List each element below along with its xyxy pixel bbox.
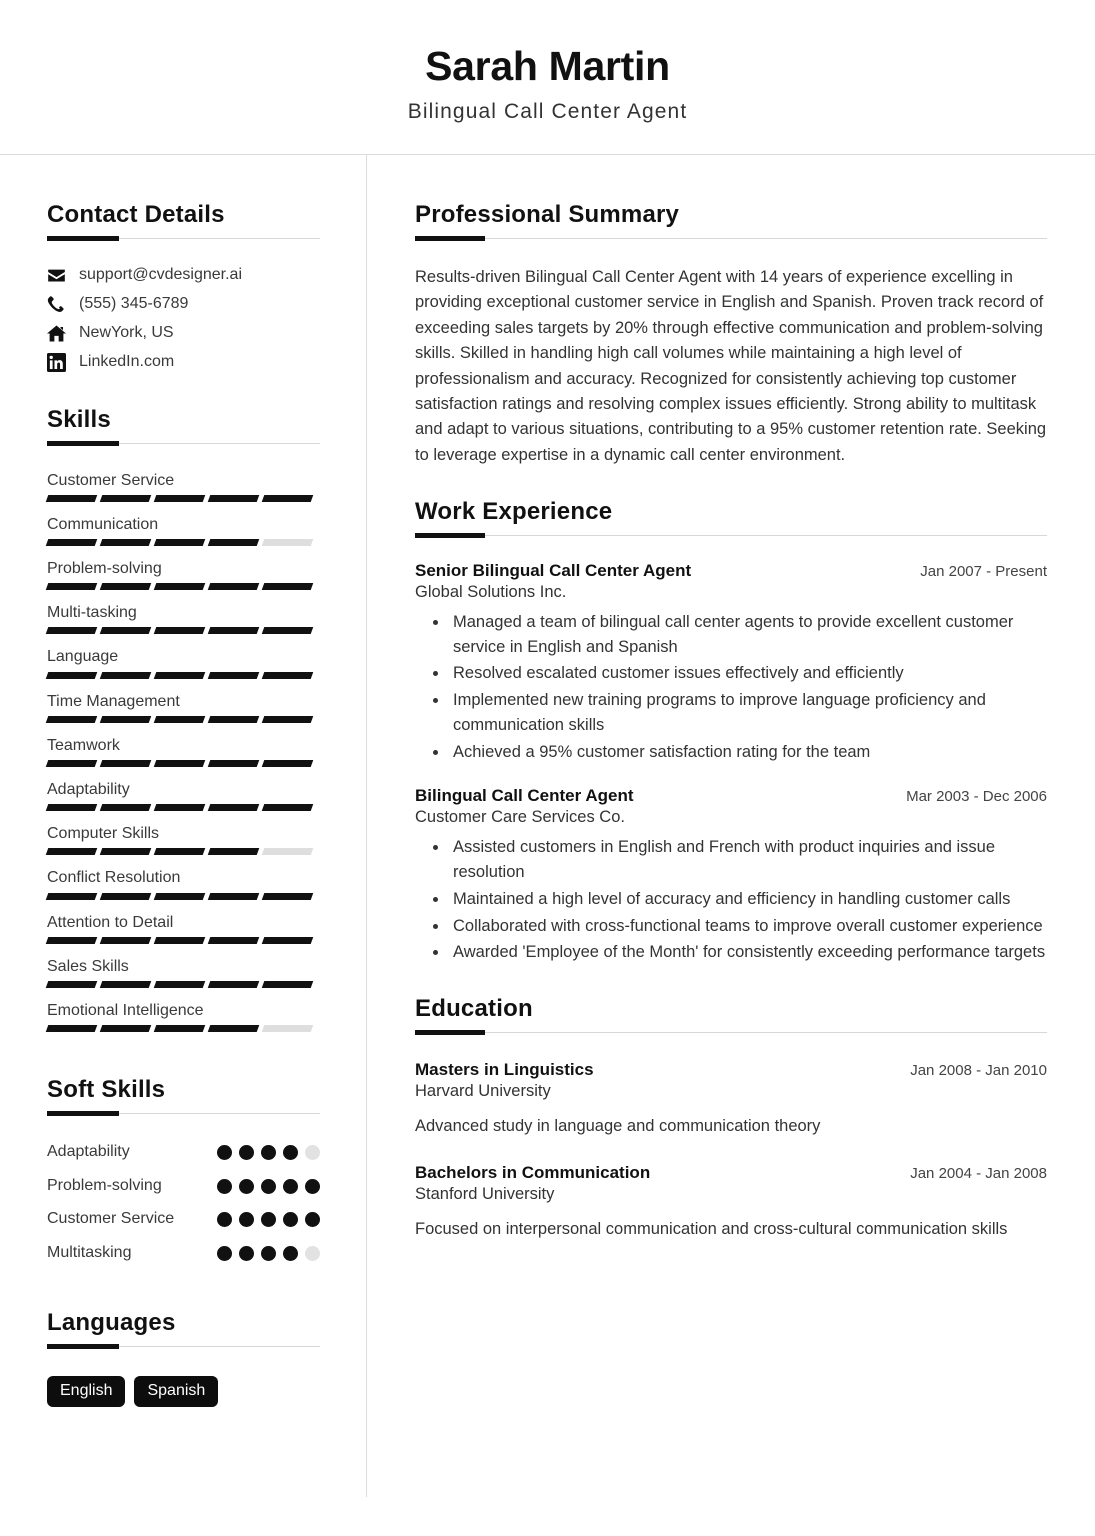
skill-bar-segment [154, 672, 206, 679]
skill-bar-segment [154, 760, 206, 767]
skill-label: Multi-tasking [47, 604, 137, 622]
rating-dot [261, 1246, 276, 1261]
skill-level-bar [47, 495, 320, 502]
skill-bar-segment [154, 495, 206, 502]
skill-label: Emotional Intelligence [47, 1001, 204, 1019]
skill-bar-segment [46, 804, 98, 811]
languages-list [47, 1376, 320, 1407]
skill-level-bar [47, 1025, 320, 1032]
experience-block [415, 498, 1047, 965]
experience-bullets [415, 610, 1047, 765]
soft-skill-label: Problem-solving [47, 1176, 162, 1194]
skill-item [47, 557, 320, 590]
contact-heading: Contact Details [47, 201, 225, 229]
soft-skill-label: Multitasking [47, 1244, 132, 1262]
skill-bar-segment [100, 893, 152, 900]
summary-text: Results-driven Bilingual Call Center Agent with 14 years of experience excelling in providing exceptional customer service in English and Spanish. Proven track record of exceeding sales targets by 20% through effective communication and problem-solving skills. Skilled in handling high call volumes while maintaining a high level of professionalism and accuracy. Recognized for consistently achieving top customer satisfaction ratings and resolving complex issues efficiently. Strong ability to multitask and adapt to various situations, contributing to a 95% customer retention rate. Seeking to leverage expertise in a dynamic call center environment. [415, 267, 1047, 464]
skill-bar-segment [100, 672, 152, 679]
skill-bar-segment [100, 848, 152, 855]
education-entry [415, 1163, 1047, 1242]
skill-bar-segment [100, 716, 152, 723]
rating-dot [283, 1145, 298, 1160]
skill-label: Problem-solving [47, 560, 162, 578]
soft-skills-section [47, 1076, 320, 1117]
experience-date: Jan 2007 - Present [920, 562, 1047, 580]
experience-section [415, 498, 1047, 539]
skills-section [47, 406, 320, 447]
skill-bar-segment [46, 937, 98, 944]
experience-bullet: • Achieved a 95% customer satisfaction rating for the team [449, 740, 1047, 765]
skills-heading-rule [47, 441, 320, 447]
contact-heading-rule [47, 236, 320, 242]
skill-item [47, 601, 320, 634]
experience-bullet: • Resolved escalated customer issues effectively and efficiently [449, 661, 1047, 686]
skill-label: Time Management [47, 692, 180, 710]
skill-level-bar [47, 937, 320, 944]
rating-dot [305, 1212, 320, 1227]
contact-section [47, 201, 320, 242]
experience-organization: Customer Care Services Co. [415, 808, 625, 827]
skill-bar-segment [46, 672, 98, 679]
experience-bullet: • Maintained a high level of accuracy and efficiency in handling customer calls [449, 887, 1047, 912]
experience-entry-header [415, 786, 1047, 806]
rating-dot [239, 1145, 254, 1160]
rating-dot [261, 1179, 276, 1194]
soft-skill-rating [217, 1175, 320, 1194]
skill-level-bar [47, 760, 320, 767]
experience-bullet: • Implemented new training programs to improve language proficiency and communication skills [449, 688, 1047, 738]
language-tag[interactable]: English [47, 1376, 125, 1407]
skill-label: Language [47, 648, 119, 666]
soft-skills-list [47, 1141, 320, 1265]
languages-heading-rule [47, 1344, 320, 1350]
skill-bar-segment [46, 495, 98, 502]
skill-bar-segment [100, 760, 152, 767]
skill-bar-segment [46, 760, 98, 767]
skill-bar-segment [262, 583, 314, 590]
skill-level-bar [47, 981, 320, 988]
experience-bullet: • Managed a team of bilingual call center agents to provide excellent customer service in English and Spanish [449, 610, 1047, 660]
contact-item-phone[interactable] [47, 295, 320, 314]
soft-skill-label: Adaptability [47, 1142, 130, 1160]
skills-list [47, 469, 320, 1032]
education-school: Harvard University [415, 1081, 551, 1100]
skill-label: Sales Skills [47, 957, 129, 975]
experience-role: Senior Bilingual Call Center Agent [415, 560, 692, 580]
linkedin-icon [47, 353, 66, 372]
skill-bar-segment [46, 981, 98, 988]
soft-skill-row [47, 1208, 320, 1231]
skill-level-bar [47, 627, 320, 634]
skill-bar-segment [100, 937, 152, 944]
experience-organization: Global Solutions Inc. [415, 582, 567, 601]
skill-bar-segment [154, 804, 206, 811]
soft-skill-rating [217, 1242, 320, 1261]
skill-bar-segment [262, 804, 314, 811]
skill-bar-segment [154, 981, 206, 988]
contact-item-email[interactable] [47, 266, 320, 285]
skill-label: Teamwork [47, 736, 120, 754]
skill-bar-segment [262, 495, 314, 502]
candidate-job-title: Bilingual Call Center Agent [407, 100, 688, 124]
skill-bar-segment [208, 495, 260, 502]
skill-item [47, 778, 320, 811]
education-description: Focused on interpersonal communication and cross-cultural communication skills [415, 1219, 1008, 1238]
rating-dot [305, 1246, 320, 1261]
skill-bar-segment [208, 1025, 260, 1032]
skill-label: Customer Service [47, 471, 175, 489]
summary-block [415, 201, 1047, 468]
education-description: Advanced study in language and communication theory [415, 1116, 821, 1135]
skill-label: Attention to Detail [47, 913, 174, 931]
resume-header [0, 0, 1095, 154]
skill-bar-segment [46, 893, 98, 900]
summary-section [415, 201, 1047, 242]
experience-bullets [415, 835, 1047, 965]
skill-bar-segment [208, 804, 260, 811]
skill-bar-segment [208, 583, 260, 590]
skill-bar-segment [46, 627, 98, 634]
soft-skill-label: Customer Service [47, 1210, 175, 1228]
skill-bar-segment [208, 627, 260, 634]
rating-dot [305, 1179, 320, 1194]
contact-value-phone: (555) 345-6789 [79, 295, 189, 313]
home-icon [47, 324, 66, 343]
soft-skills-heading-rule [47, 1111, 320, 1117]
experience-date: Mar 2003 - Dec 2006 [906, 788, 1047, 806]
skill-bar-segment [154, 937, 206, 944]
skill-bar-segment [262, 760, 314, 767]
skill-bar-segment [208, 893, 260, 900]
resume-body [0, 155, 1095, 1497]
skill-label: Adaptability [47, 781, 130, 798]
education-degree: Bachelors in Communication [415, 1162, 651, 1182]
skill-item [47, 822, 320, 855]
skill-bar-segment [208, 981, 260, 988]
sidebar-column [0, 155, 367, 1497]
experience-entry-header [415, 561, 1047, 581]
skill-bar-segment [262, 627, 314, 634]
rating-dot [217, 1179, 232, 1194]
skill-item [47, 734, 320, 767]
skill-bar-segment [154, 893, 206, 900]
education-heading: Education [415, 995, 533, 1023]
contact-list [47, 266, 320, 372]
skill-bar-segment [208, 539, 260, 546]
experience-entries [415, 561, 1047, 965]
skills-heading: Skills [47, 405, 111, 433]
skill-item [47, 645, 320, 678]
skill-bar-segment [100, 539, 152, 546]
skill-bar-segment [154, 848, 206, 855]
skill-bar-segment [46, 1025, 98, 1032]
summary-heading: Professional Summary [415, 201, 680, 229]
skill-level-bar [47, 716, 320, 723]
skill-level-bar [47, 583, 320, 590]
skill-level-bar [47, 539, 320, 546]
languages-heading: Languages [47, 1308, 176, 1336]
skill-item [47, 469, 320, 502]
education-block [415, 995, 1047, 1241]
phone-icon [47, 295, 66, 314]
skill-bar-segment [154, 716, 206, 723]
skill-bar-segment [154, 1025, 206, 1032]
rating-dot [239, 1246, 254, 1261]
skill-item [47, 690, 320, 723]
contact-value-linkedin: LinkedIn.com [79, 353, 175, 371]
skill-bar-segment [208, 848, 260, 855]
rating-dot [305, 1145, 320, 1160]
skill-bar-segment [46, 716, 98, 723]
skill-bar-segment [262, 716, 314, 723]
contact-item-location[interactable] [47, 324, 320, 343]
skill-bar-segment [100, 583, 152, 590]
rating-dot [239, 1212, 254, 1227]
skill-bar-segment [262, 937, 314, 944]
soft-skill-row [47, 1141, 320, 1164]
language-tag[interactable]: Spanish [134, 1376, 218, 1407]
experience-bullet: • Assisted customers in English and French with product inquiries and issue resolution [449, 835, 1047, 885]
experience-heading-rule [415, 533, 1047, 539]
rating-dot [217, 1246, 232, 1261]
education-section [415, 995, 1047, 1036]
education-degree: Masters in Linguistics [415, 1059, 594, 1079]
skill-bar-segment [46, 848, 98, 855]
education-entry [415, 1060, 1047, 1139]
skill-bar-segment [262, 672, 314, 679]
skill-bar-segment [46, 583, 98, 590]
rating-dot [217, 1145, 232, 1160]
skill-bar-segment [262, 981, 314, 988]
skill-bar-segment [100, 1025, 152, 1032]
rating-dot [261, 1212, 276, 1227]
experience-bullet: • Collaborated with cross-functional teams to improve overall customer experience [449, 914, 1047, 939]
education-entry-header [415, 1163, 1047, 1183]
experience-role: Bilingual Call Center Agent [415, 786, 634, 806]
skill-item [47, 911, 320, 944]
skill-label: Conflict Resolution [47, 869, 181, 887]
skill-bar-segment [100, 804, 152, 811]
languages-section [47, 1309, 320, 1350]
soft-skills-heading: Soft Skills [47, 1076, 166, 1104]
soft-skill-row [47, 1175, 320, 1198]
skill-bar-segment [100, 495, 152, 502]
skill-bar-segment [100, 981, 152, 988]
experience-heading: Work Experience [415, 498, 613, 526]
skill-bar-segment [262, 893, 314, 900]
skill-item [47, 866, 320, 899]
contact-value-email: support@cvdesigner.ai [79, 266, 242, 284]
skill-bar-segment [208, 716, 260, 723]
rating-dot [283, 1179, 298, 1194]
rating-dot [217, 1212, 232, 1227]
skill-bar-segment [154, 583, 206, 590]
rating-dot [283, 1246, 298, 1261]
skill-label: Computer Skills [47, 825, 160, 843]
soft-skill-rating [217, 1208, 320, 1227]
contact-item-linkedin[interactable] [47, 353, 320, 372]
skill-item [47, 999, 320, 1032]
envelope-icon [47, 266, 66, 285]
skill-bar-segment [208, 760, 260, 767]
skill-level-bar [47, 893, 320, 900]
skill-level-bar [47, 848, 320, 855]
education-entry-header [415, 1060, 1047, 1080]
summary-heading-rule [415, 236, 1047, 242]
skill-bar-segment [262, 1025, 314, 1032]
experience-entry [415, 786, 1047, 965]
soft-skill-rating [217, 1141, 320, 1160]
skill-bar-segment [46, 539, 98, 546]
experience-bullet: • Awarded 'Employee of the Month' for consistently exceeding performance targets [449, 940, 1047, 965]
skill-label: Communication [47, 515, 159, 533]
rating-dot [283, 1212, 298, 1227]
skill-bar-segment [154, 627, 206, 634]
education-date: Jan 2004 - Jan 2008 [910, 1164, 1047, 1182]
skill-item [47, 513, 320, 546]
experience-entry [415, 561, 1047, 765]
rating-dot [239, 1179, 254, 1194]
contact-value-location: NewYork, US [79, 324, 174, 342]
skill-bar-segment [262, 848, 314, 855]
soft-skill-row [47, 1242, 320, 1265]
main-column [367, 155, 1095, 1497]
education-heading-rule [415, 1030, 1047, 1036]
skill-level-bar [47, 672, 320, 679]
rating-dot [261, 1145, 276, 1160]
candidate-name: Sarah Martin [425, 43, 670, 89]
skill-item [47, 955, 320, 988]
education-school: Stanford University [415, 1184, 555, 1203]
skill-bar-segment [262, 539, 314, 546]
skill-bar-segment [208, 672, 260, 679]
skill-bar-segment [208, 937, 260, 944]
education-entries [415, 1060, 1047, 1242]
skill-level-bar [47, 804, 320, 811]
skill-bar-segment [154, 539, 206, 546]
skill-bar-segment [100, 627, 152, 634]
education-date: Jan 2008 - Jan 2010 [910, 1061, 1047, 1079]
